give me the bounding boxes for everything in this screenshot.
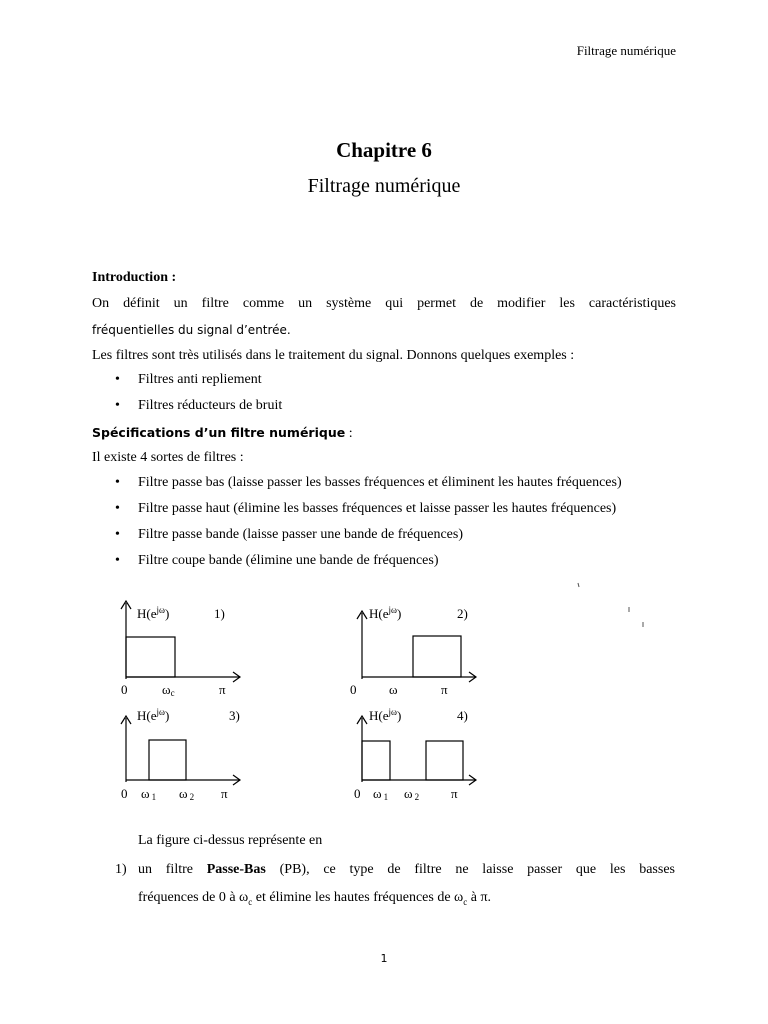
bullet-icon: • xyxy=(115,553,120,568)
tick-label: π xyxy=(219,682,226,697)
intro-para2: Les filtres sont très utilisés dans le traitement du signal. Donnons quelques exemples : xyxy=(92,348,575,363)
panel1-ylabel: $H(e^{j\omega})$ xyxy=(137,605,170,621)
page-number: 1 xyxy=(380,952,388,965)
panel1-number: 1) xyxy=(214,606,225,621)
item-number: 1) xyxy=(115,862,127,877)
list-item: • Filtres réducteurs de bruit xyxy=(115,393,695,419)
tick-label: ω 2 xyxy=(404,786,420,802)
chapter-subtitle: Filtrage numérique xyxy=(307,175,461,197)
list-item: • Filtres anti repliement xyxy=(115,367,695,393)
panel3-number: 3) xyxy=(229,708,240,723)
caption-intro: La figure ci-dessus représente en xyxy=(138,833,323,848)
panel4-number: 4) xyxy=(457,708,468,723)
tick-label: 0 xyxy=(121,786,128,801)
panel3-ylabel: $H(e^{j\omega})$ xyxy=(137,707,170,723)
tick-label: ω 2 xyxy=(179,786,195,802)
bullet-icon: • xyxy=(115,398,120,413)
tick-label: ω 1 xyxy=(373,786,389,802)
caption-item-1: 1) un filtre Passe-Bas (PB), ce type de filtre ne laisse passer que les basses fréquences de 0 à $\omega_c$ et élimine les hautes fréquences de $\omega_c$ à π. xyxy=(115,856,675,916)
panel2-ylabel: $H(e^{j\omega})$ xyxy=(369,605,402,621)
bullet-icon: • xyxy=(115,527,120,542)
list-item: • Filtre passe bas (laisse passer les basses fréquences et éliminent les hautes fréquences) xyxy=(115,470,695,496)
chapter-title: Chapitre 6 xyxy=(336,138,432,162)
scan-marks xyxy=(578,583,643,627)
specs-heading: Spécifications d’un filtre numérique : xyxy=(92,425,353,441)
specs-lead: Il existe 4 sortes de filtres : xyxy=(92,450,244,465)
list-item: • Filtre passe bande (laisse passer une bande de fréquences) xyxy=(115,522,695,548)
intro-para1-line1: On définit un filtre comme un système qui permet de modifier les caractéristiques xyxy=(92,296,676,311)
tick-label: ωc xyxy=(162,682,175,698)
tick-label: 0 xyxy=(354,786,361,801)
tick-label: 0 xyxy=(121,682,128,697)
panel4-ylabel: $H(e^{j\omega})$ xyxy=(369,707,402,723)
running-header: Filtrage numérique xyxy=(576,43,676,58)
panel2-number: 2) xyxy=(457,606,468,621)
bullet-icon: • xyxy=(115,501,120,516)
intro-para1-line2: fréquentielles du signal d’entrée. xyxy=(92,323,291,337)
tick-label: π xyxy=(221,786,228,801)
list-item: • Filtre passe haut (élimine les basses fréquences et laisse passer les hautes fréquences) xyxy=(115,496,695,522)
panel-bandpass xyxy=(121,716,240,785)
tick-label: π xyxy=(441,682,448,697)
tick-label: ω xyxy=(389,682,398,697)
list-item: • Filtre coupe bande (élimine une bande de fréquences) xyxy=(115,548,695,574)
bullet-icon: • xyxy=(115,475,120,490)
bullet-icon: • xyxy=(115,372,120,387)
tick-label: 0 xyxy=(350,682,357,697)
intro-heading: Introduction : xyxy=(92,270,177,285)
tick-label: π xyxy=(451,786,458,801)
panel-bandstop xyxy=(357,716,476,785)
tick-label: ω 1 xyxy=(141,786,157,802)
panel-highpass xyxy=(357,611,476,682)
